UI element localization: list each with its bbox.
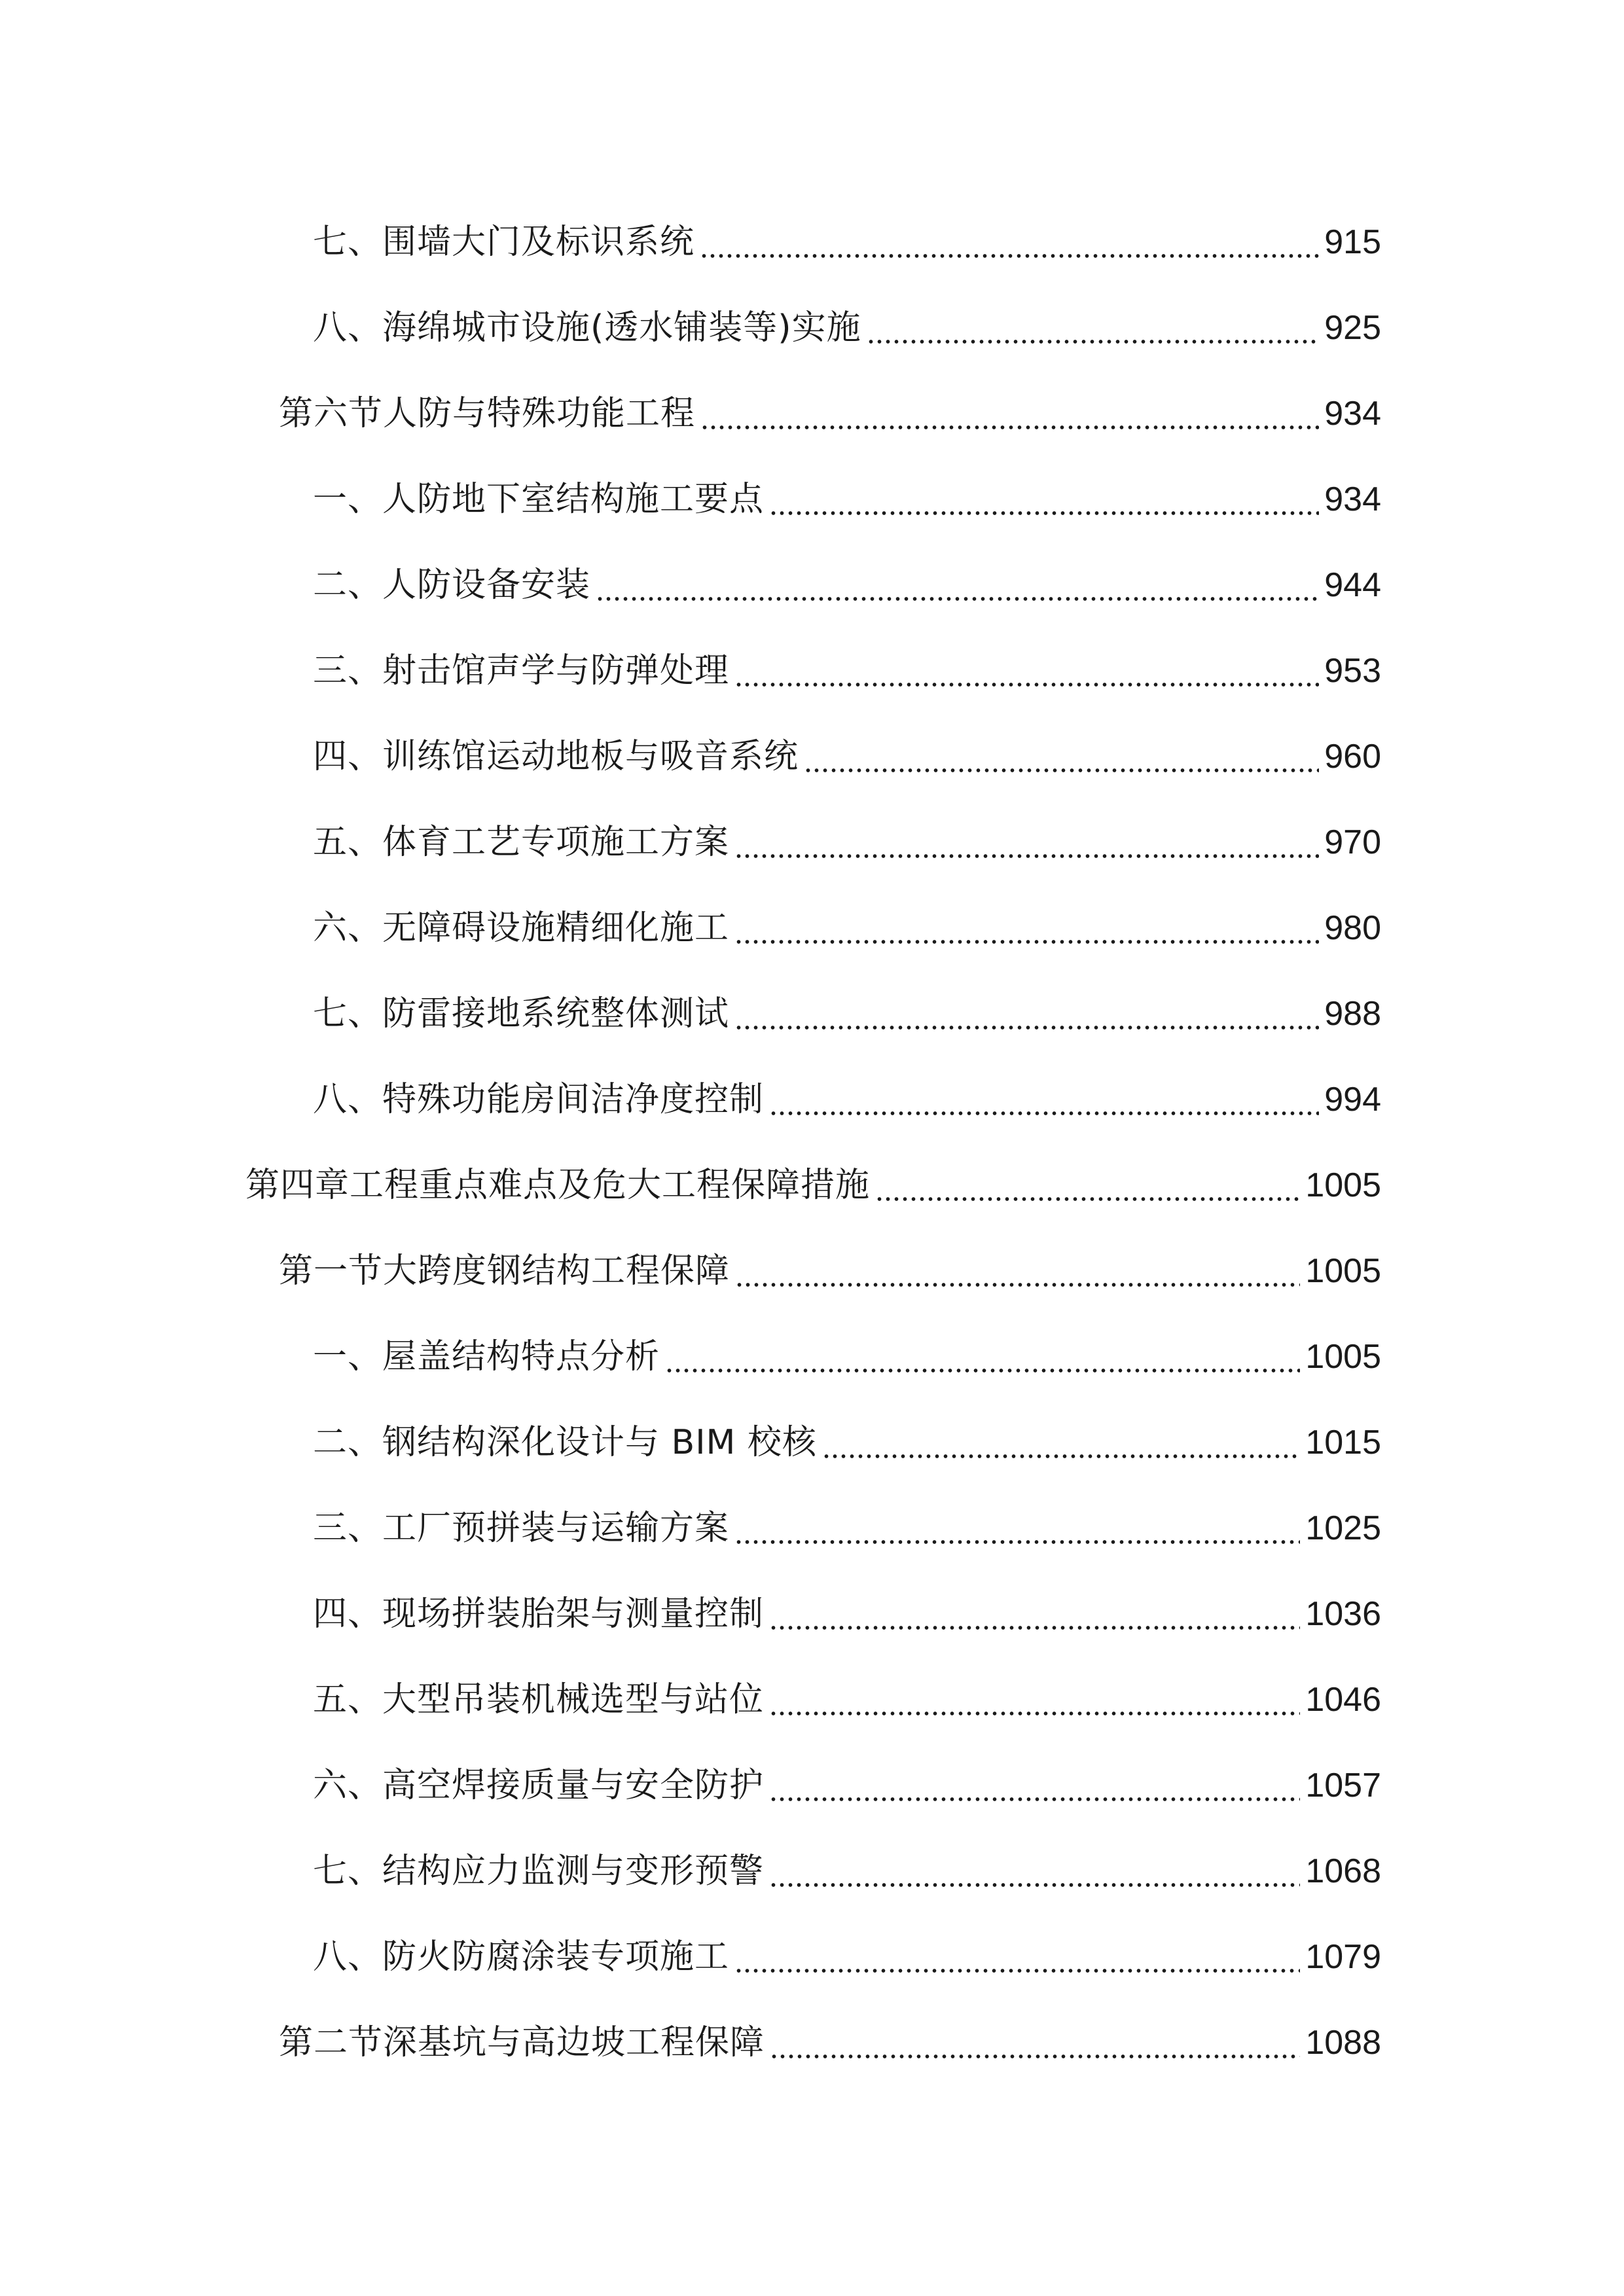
toc-subsection-entry[interactable] xyxy=(0,1485,1381,1571)
toc-entry-title: 二、钢结构深化设计与 BIM 校核 xyxy=(313,1422,817,1462)
dot-leader xyxy=(769,1083,1319,1117)
toc-entry-page-number: 994 xyxy=(1324,1080,1381,1119)
toc-subsection-entry[interactable] xyxy=(0,199,1381,285)
toc-subsection-entry[interactable] xyxy=(0,1399,1381,1485)
toc-subsection-entry[interactable] xyxy=(0,628,1381,713)
toc-list xyxy=(0,199,1381,2085)
dot-leader xyxy=(734,1511,1300,1545)
dot-leader xyxy=(769,1683,1300,1717)
toc-entry-title: 第六节人防与特殊功能工程 xyxy=(279,393,696,433)
dot-leader xyxy=(769,1854,1300,1888)
toc-entry-title: 六、无障碍设施精细化施工 xyxy=(313,908,730,948)
dot-leader xyxy=(734,825,1319,859)
toc-subsection-entry[interactable] xyxy=(0,1314,1381,1399)
toc-entry-page-number: 1015 xyxy=(1305,1423,1381,1462)
dot-leader xyxy=(875,1168,1300,1202)
toc-entry-page-number: 953 xyxy=(1324,651,1381,690)
toc-subsection-entry[interactable] xyxy=(0,971,1381,1056)
toc-subsection-entry[interactable] xyxy=(0,1657,1381,1742)
toc-entry-title: 七、结构应力监测与变形预警 xyxy=(313,1851,765,1891)
toc-entry-title: 第一节大跨度钢结构工程保障 xyxy=(279,1251,731,1291)
dot-leader xyxy=(769,482,1319,516)
toc-entry-title: 一、人防地下室结构施工要点 xyxy=(313,479,765,519)
toc-entry-title: 八、海绵城市设施(透水铺装等)实施 xyxy=(313,308,861,348)
toc-entry-page-number: 934 xyxy=(1324,394,1381,433)
toc-subsection-entry[interactable] xyxy=(0,799,1381,885)
dot-leader xyxy=(734,997,1319,1031)
toc-subsection-entry[interactable] xyxy=(0,1828,1381,1914)
toc-section-entry[interactable] xyxy=(0,2000,1381,2085)
dot-leader xyxy=(734,911,1319,945)
toc-entry-page-number: 925 xyxy=(1324,308,1381,347)
dot-leader xyxy=(734,1940,1300,1974)
dot-leader xyxy=(735,1254,1300,1288)
toc-subsection-entry[interactable] xyxy=(0,1742,1381,1828)
dot-leader xyxy=(700,397,1319,431)
toc-subsection-entry[interactable] xyxy=(0,456,1381,542)
toc-entry-page-number: 1079 xyxy=(1305,1937,1381,1976)
toc-entry-title: 三、射击馆声学与防弹处理 xyxy=(313,651,730,691)
toc-entry-page-number: 1025 xyxy=(1305,1509,1381,1547)
dot-leader xyxy=(822,1426,1300,1460)
toc-entry-title: 七、围墙大门及标识系统 xyxy=(313,222,695,262)
toc-entry-title: 四、训练馆运动地板与吸音系统 xyxy=(313,736,799,776)
toc-entry-title: 七、防雷接地系统整体测试 xyxy=(313,994,730,1033)
dot-leader xyxy=(770,2026,1300,2060)
toc-subsection-entry[interactable] xyxy=(0,1571,1381,1657)
toc-section-entry[interactable] xyxy=(0,370,1381,456)
toc-entry-page-number: 1005 xyxy=(1305,1251,1381,1290)
toc-entry-title: 四、现场拼装胎架与测量控制 xyxy=(313,1594,765,1634)
toc-subsection-entry[interactable] xyxy=(0,1056,1381,1142)
toc-entry-title: 第二节深基坑与高边坡工程保障 xyxy=(279,2022,765,2062)
toc-entry-page-number: 970 xyxy=(1324,823,1381,861)
toc-entry-page-number: 1005 xyxy=(1305,1166,1381,1204)
toc-entry-page-number: 980 xyxy=(1324,908,1381,947)
toc-entry-page-number: 934 xyxy=(1324,480,1381,518)
toc-subsection-entry[interactable] xyxy=(0,285,1381,370)
toc-entry-page-number: 1036 xyxy=(1305,1594,1381,1633)
toc-entry-title: 五、大型吊装机械选型与站位 xyxy=(313,1679,765,1719)
dot-leader xyxy=(700,225,1319,259)
dot-leader xyxy=(734,654,1319,688)
toc-entry-title: 六、高空焊接质量与安全防护 xyxy=(313,1765,765,1805)
toc-entry-page-number: 1046 xyxy=(1305,1680,1381,1719)
toc-chapter-entry[interactable] xyxy=(0,1142,1381,1228)
toc-subsection-entry[interactable] xyxy=(0,885,1381,971)
toc-subsection-entry[interactable] xyxy=(0,542,1381,628)
toc-entry-page-number: 944 xyxy=(1324,565,1381,604)
toc-entry-page-number: 1005 xyxy=(1305,1337,1381,1376)
toc-entry-title: 二、人防设备安装 xyxy=(313,565,591,605)
dot-leader xyxy=(769,1768,1300,1803)
toc-entry-page-number: 1068 xyxy=(1305,1852,1381,1890)
dot-leader xyxy=(596,568,1319,602)
toc-entry-title: 八、防火防腐涂装专项施工 xyxy=(313,1937,730,1977)
toc-entry-page-number: 1088 xyxy=(1305,2023,1381,2062)
toc-entry-title: 八、特殊功能房间洁净度控制 xyxy=(313,1079,765,1119)
toc-entry-page-number: 960 xyxy=(1324,737,1381,776)
table-of-contents xyxy=(0,199,1624,2085)
toc-entry-page-number: 915 xyxy=(1324,223,1381,261)
dot-leader xyxy=(804,740,1319,774)
toc-entry-title: 第四章工程重点难点及危大工程保障措施 xyxy=(245,1165,871,1205)
toc-subsection-entry[interactable] xyxy=(0,713,1381,799)
toc-section-entry[interactable] xyxy=(0,1228,1381,1314)
toc-entry-title: 三、工厂预拼装与运输方案 xyxy=(313,1508,730,1548)
toc-entry-page-number: 1057 xyxy=(1305,1766,1381,1804)
dot-leader xyxy=(867,311,1320,345)
dot-leader xyxy=(769,1597,1300,1631)
toc-entry-title: 五、体育工艺专项施工方案 xyxy=(313,822,730,862)
toc-entry-page-number: 988 xyxy=(1324,994,1381,1033)
toc-subsection-entry[interactable] xyxy=(0,1914,1381,2000)
dot-leader xyxy=(665,1340,1300,1374)
toc-entry-title: 一、屋盖结构特点分析 xyxy=(313,1336,660,1376)
